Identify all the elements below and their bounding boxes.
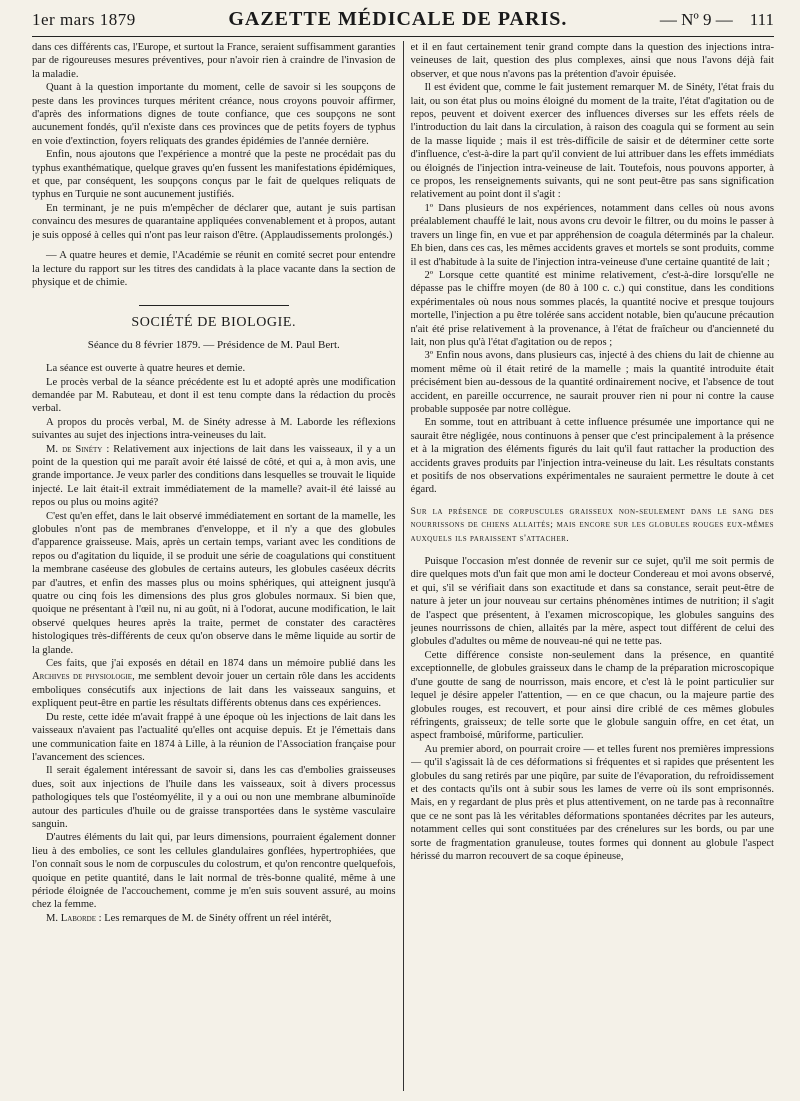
paragraph: En somme, tout en attribuant à cette influence présumée une importance qui ne saurait être négligée, nous continuons à penser que c'est principalement à la présence et à la migration des éléments figurés du lait qu'il faut rattacher la production des accidents graves produits par l'injection intra-veineuse du lait. Les résultats constants et positifs de nos observations expérimentales ne sauraient permettre le doute à cet égard.	[410, 417, 774, 496]
issue-date: 1er mars 1879	[32, 10, 136, 29]
right-column	[411, 41, 775, 1091]
section-title: SOCIÉTÉ DE BIOLOGIE.	[131, 315, 297, 331]
paragraph: Il est évident que, comme le fait justement remarquer M. de Sinéty, l'état frais du lait, ou son état plus ou moins éloigné du moment de la traite, l'état d'agitation ou de repos, peuvent et doivent exercer des influences diverses sur les effets réels de l'introduction du lait dans la circulation, à raison des coagula qui se forment au sein de la masse liquide ; mais il est très-difficile de saisir et de déterminer cette sorte d'influence, c'est-à-dire la part qu'il convient de lui attribuer dans les effets immédiats ou éloignés de l'injection intra-veineuse de lait. Toutefois, nous pouvons apporter, à ce propos, les renseignements suivants, qui ne sont peut-être pas sans signification relativement au point dont il s'agit :	[410, 82, 774, 201]
speaker-name: M. Laborde	[46, 912, 96, 924]
speaker-name: M. de Sinéty	[46, 443, 103, 455]
paragraph: C'est qu'en effet, dans le lait observé immédiatement en sortant de la mamelle, les globules n'ont pas de membranes d'enveloppe, et il n'y a que des globules d'apparence graisseuse. Mais, après un certain temps, variant avec les conditions de repos ou d'agitation du liquide, il se produit une série de coagulations qui constituent la membrane caséeuse des globules de certains auteurs, les globules caséeux décrits par d'autres, et enfin des masses plus ou moins sphériques, qui atteignent jusqu'à quatre ou cinq fois les dimensions des plus gros globules normaux. Si bien que, quoique ne présentant à l'œil nu, ni au goût, ni à l'odorat, aucune modification, le lait observé quelques heures après la traite, permet de constater des caractères histologiques très-différents de ceux qu'on observe dans le même liquide au sortir de la glande.	[32, 510, 396, 656]
speech-text: : Relativement aux injections de lait dans les vaisseaux, il y a un point de la question qui me paraît avoir été laissé de côté, et qui a, à mon avis, une grande importance. Je veux parler des conditions dans lesquelles se trouvait le liquide injecté. Le lait était-il extrait immédiatement de la mamelle? avait-il été laissé au repos ou plus ou moins agité?	[32, 443, 396, 509]
paragraph: En terminant, je ne puis m'empêcher de déclarer que, autant je suis partisan convaincu des mesures de quarantaine appliquées convenablement et à propos, autant je suis opposé à celles qui n'ont pas leur raison d'être. (Applaudissements prolongés.)	[32, 202, 396, 241]
paragraph: Cette différence consiste non-seulement dans la présence, en quantité exceptionnelle, de globules graisseux dans le champ de la préparation microscopique d'une goutte de sang de nourrisson, mais encore, et c'est là le point particulier sur lequel je désire appeler l'attention, — en ce que chacun, ou la majeure partie des globules rouges, est recouvert, et pour ainsi dire criblé de ces mêmes globules réfringents, graisseux; de telle sorte que le globule sanguin offre, en cet état, un aspect framboisé, mûriforme, particulier.	[410, 649, 774, 742]
section-separator	[139, 305, 289, 306]
paragraph: Puisque l'occasion m'est donnée de revenir sur ce sujet, qu'il me soit permis de dire quelques mots d'un fait que mon ami le docteur Condereau et moi avons observé, et qui, s'il se vérifiait dans son exactitude et dans sa constance, serait peut-être de nature à jeter un jour nouveau sur certains phénomènes intimes de nutrition; il s'agit de l'aspect que présentent, à l'examen microscopique, les globules sanguins des jeunes nourrissons de chien, allaités par la mère, aspect tout différent de celui des globules d'adultes ou même de nouveau-né qui ne tette pas.	[410, 556, 774, 648]
article-subheading: Sur la présence de corpuscules graisseux non-seulement dans le sang des nourrissons de chiens allaités; mais encore sur les globules rouges eux-mêmes auxquels ils paraissent s'attacher.	[410, 505, 774, 544]
journal-title: GAZETTE MÉDICALE DE PARIS.	[228, 8, 568, 30]
paragraph: Au premier abord, on pourrait croire — et telles furent nos premières impressions — qu'il s'agissait là de ces déformations si fréquentes et si rapides que présentent les globules du sang retirés par une piqûre, par suite de l'évaporation, du refroidissement et des contacts qu'ils ont à subir sous les lames de verre où ils sont emprisonnés. Mais, en y regardant de plus près et plus attentivement, on ne tarde pas à reconnaître que ce ne sont pas là les véritables déformations spontanées décrites par les auteurs, notamment celles qui sont constituées par des crénelures sur les bords, ou par une sorte de fragmentation granuleuse, toutes formes qui donnent au globule l'aspect hérissé du marron recouvert de sa coque épineuse,	[410, 743, 774, 862]
text-run: Ces faits, que j'ai exposés en détail en 1874 dans un mémoire publié dans les	[46, 658, 396, 670]
spacer	[32, 242, 396, 249]
paragraph: 3º Enfin nous avons, dans plusieurs cas, injecté à des chiens du lait de chienne au moment même où il était retiré de la mamelle ; mais la quantité introduite était précisément bien au-dessous de la quantité ordinairement nocive, et l'absence de tout accident, en pareille occurrence, ne saurait prouver rien ni pour ni contre la cause probable supposée par notre collègue.	[410, 350, 774, 415]
paragraph: D'autres éléments du lait qui, par leurs dimensions, pourraient également donner lieu à des embolies, ce sont les cellules glandulaires gonflées, hypertrophiées, que l'on connaît sous le nom de corpuscules du colostrum, et qu'on rencontre quelquefois, quoique en petite quantité, dans le lait normal de très-bonne qualité, même à une période éloignée de l'accouchement, comme je m'en suis souvent assuré, au moins chez la femme.	[32, 832, 396, 911]
paragraph: Quant à la question importante du moment, celle de savoir si les soupçons de peste dans les provinces turques méritent créance, nous croyons pouvoir affirmer, d'après des informations dignes de toute confiance, que ces soupçons ne sont aucunement fondés, qu'il n'existe dans ces provinces que de petits foyers de typhus en voie d'extinction, foyers reliquats des grandes épidémies de l'année dernière.	[32, 82, 396, 147]
paragraph	[32, 657, 396, 711]
text-run: , me semblent devoir jouer un certain rôle dans les accidents emboliques consécutifs aux injections de lait dans les vaisseaux sanguins, et expliquent peut-être en partie les résultats différents obtenus dans ces expériences.	[32, 671, 396, 710]
speech-text: : Les remarques de M. de Sinéty offrent un réel intérêt,	[95, 912, 332, 924]
paragraph: Enfin, nous ajoutons que l'expérience a montré que la peste ne procédait pas du typhus exanthématique, quelque graves qu'en fussent les manifestations épidémiques, et que, par conséquent, les soupçons conçus par le fait de quelques reliquats de typhus en Turquie ne sont aucunement justifiés.	[32, 149, 396, 201]
paragraph: et il en faut certainement tenir grand compte dans la question des injections intra-veineuses de lait, question des plus complexes, ainsi que nous l'avons déjà fait observer, et que nous n'avons pas la prétention d'avoir épuisée.	[410, 42, 774, 80]
page-header	[32, 8, 774, 37]
paragraph	[32, 912, 396, 925]
issue-number-and-page	[660, 10, 774, 30]
paragraph: A propos du procès verbal, M. de Sinéty adresse à M. Laborde les réflexions suivantes au sujet des injections intra-veineuses du lait.	[32, 416, 396, 442]
paragraph: Le procès verbal de la séance précédente est lu et adopté après une modification demandée par M. Rabuteau, et dont il est tenu compte dans la rédaction du procès verbal.	[32, 376, 396, 415]
left-column	[32, 41, 396, 1091]
paragraph: 2º Lorsque cette quantité est minime relativement, c'est-à-dire lorsqu'elle ne dépasse pas le chiffre moyen (de 80 à 100 c. c.) qui constitue, dans les conditions expérimentales où nous nous sommes placés, la quantité nocive et presque toujours mortelle, l'injection a pu être tolérée sans accident notable, bien qu'aucune précaution n'ait été prise relativement à la provenance, à l'état de fraîcheur ou d'ancienneté du lait, non plus qu'à l'état d'agitation ou de repos ;	[410, 269, 774, 348]
paragraph: La séance est ouverte à quatre heures et demie.	[46, 363, 246, 375]
page-number: 111	[749, 10, 774, 29]
paragraph: 1º Dans plusieurs de nos expériences, notamment dans celles où nous avons préalablement chauffé le lait, nous avons cru devoir le filtrer, ou du moins le passer à travers un linge fin, en vue et par appréhension de coagula déterminés par la chaleur. Eh bien, dans ces cas, les mêmes accidents graves et mortels se sont produits, comme il est d'habitude à la suite de l'injection intra-veineuse d'une certaine quantité de lait ;	[410, 202, 774, 268]
text-columns	[32, 41, 774, 1091]
paragraph	[32, 443, 396, 510]
session-line: Séance du 8 février 1879. — Présidence de M. Paul Bert.	[87, 338, 340, 351]
issue-number: — Nº 9 —	[659, 10, 733, 29]
paragraph: — A quatre heures et demie, l'Académie se réunit en comité secret pour entendre la lecture du rapport sur les titres des candidats à la place vacante dans la section de physique et de chimie.	[32, 250, 396, 288]
paragraph: dans ces différents cas, l'Europe, et surtout la France, seraient suffisamment garanties par de rigoureuses mesures préventives, pour n'avoir rien à craindre de l'invasion de la maladie.	[32, 42, 396, 80]
paragraph: Du reste, cette idée m'avait frappé à une époque où les injections de lait dans les vaisseaux n'avaient pas l'actualité qu'elles ont acquise depuis. Et je l'émettais dans une communication faite en 1874 à Lille, à la réunion de l'Association française pour l'avancement des sciences.	[32, 711, 396, 763]
column-divider	[403, 41, 404, 1091]
paragraph: Il serait également intéressant de savoir si, dans les cas d'embolies graisseuses dues, soit aux injections de l'huile dans les vaisseaux, soit à divers processus pathologiques tels que l'ostéomyélite, il y a oui ou non une membrane albuminoïde autour des particules d'huile ou de graisse transportées dans le système vasculaire sanguin.	[32, 765, 396, 830]
journal-reference: Archives de physiologie	[32, 671, 133, 683]
